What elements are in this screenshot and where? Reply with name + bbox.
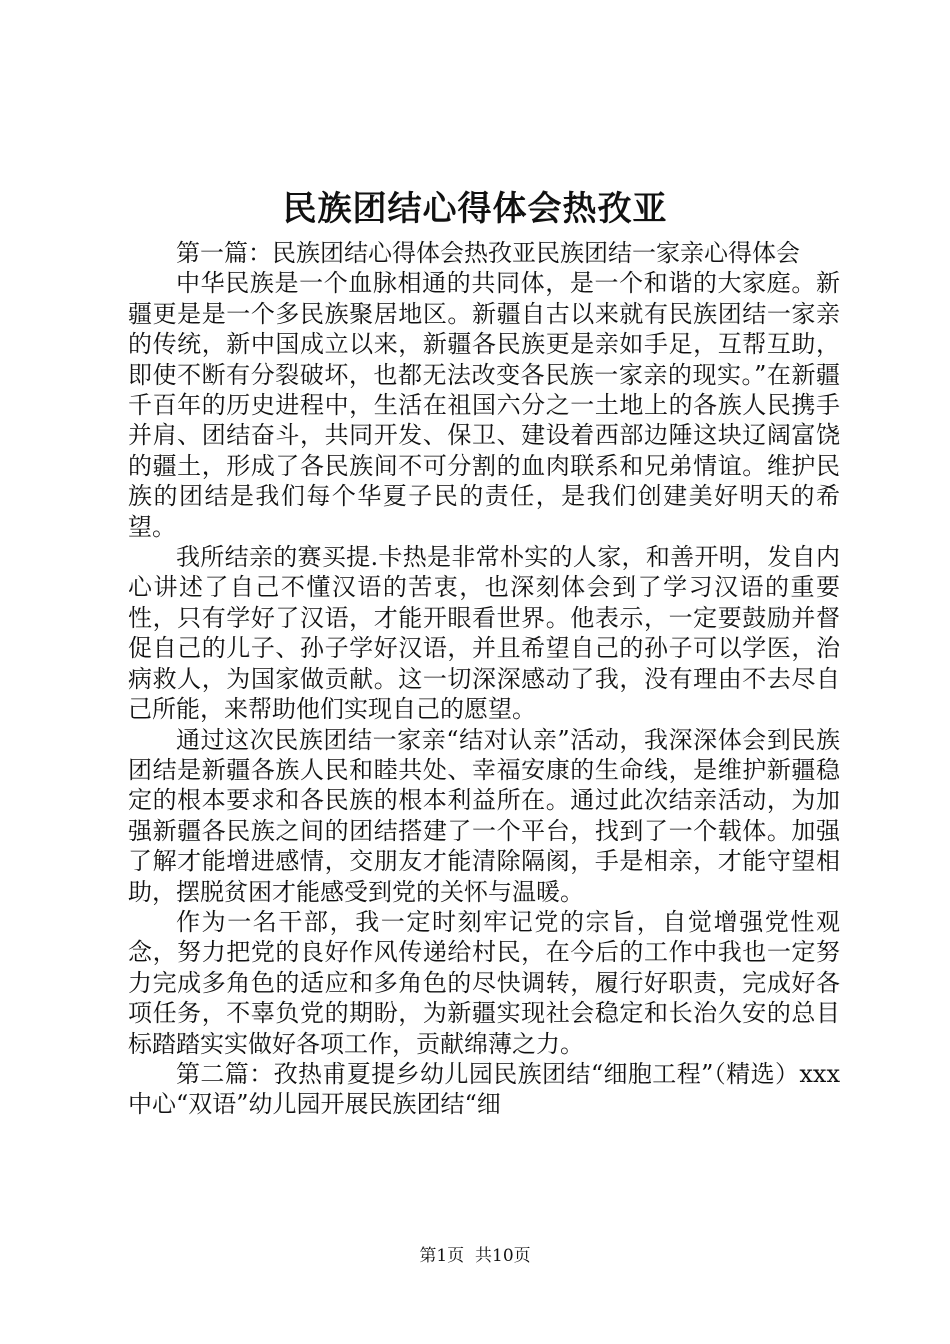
paragraph: 中华民族是一个血脉相通的共同体，是一个和谐的大家庭。新疆更是是一个多民族聚居地区。新疆自古以来就有民族团结一家亲的传统，新中国成立以来，新疆各民族更是亲如手足，互帮互助，即使不断有分裂破坏，也都无法改变各民族一家亲的现实。”在新疆千百年的历史进程中，生活在祖国六分之一土地上的各族人民携手并肩、团结奋斗，共同开发、保卫、建设着西部边陲这块辽阔富饶的疆土，形成了各民族间不可分割的血肉联系和兄弟情谊。维护民族的团结是我们每个华夏子民的责任，是我们创建美好明天的希望。 [128, 269, 840, 541]
paragraph: 作为一名干部，我一定时刻牢记党的宗旨，自觉增强党性观念，努力把党的良好作风传递给村民，在今后的工作中我也一定努力完成多角色的适应和多角色的尽快调转，履行好职责，完成好各项任务，不辜负党的期盼，为新疆实现社会稳定和长治久安的总目标踏踏实实做好各项工作，贡献绵薄之力。 [128, 907, 840, 1058]
document-title: 民族团结心得体会热孜亚 [282, 189, 668, 229]
page-number: 第1页 [419, 1246, 465, 1266]
total-pages: 共10页 [475, 1246, 531, 1266]
paragraph-section-one-heading: 第一篇：民族团结心得体会热孜亚民族团结一家亲心得体会 [176, 239, 800, 267]
document-body [128, 238, 840, 1120]
paragraph: 通过这次民族团结一家亲“结对认亲”活动，我深深体会到民族团结是新疆各族人民和睦共处、幸福安康的生命线，是维护新疆稳定的根本要求和各民族的根本利益所在。通过此次结亲活动，为加强新疆各民族之间的团结搭建了一个平台，找到了一个载体。加强了解才能增进感情，交朋友才能清除隔阂，手是相亲，才能守望相助，摆脱贫困才能感受到党的关怀与温暖。 [128, 725, 840, 906]
paragraph: 我所结亲的赛买提.卡热是非常朴实的人家，和善开明，发自内心讲述了自己不懂汉语的苦衷，也深刻体会到了学习汉语的重要性，只有学好了汉语，才能开眼看世界。他表示，一定要鼓励并督促自己的儿子、孙子学好汉语，并且希望自己的孙子可以学医，治病救人，为国家做贡献。这一切深深感动了我，没有理由不去尽自己所能，来帮助他们实现自己的愿望。 [128, 543, 840, 724]
paragraph-section-two-heading: 第二篇：孜热甫夏提乡幼儿园民族团结“细胞工程”（精选）xxx中心“双语”幼儿园开展民族团结“细 [128, 1059, 840, 1119]
page-footer [0, 1244, 950, 1268]
